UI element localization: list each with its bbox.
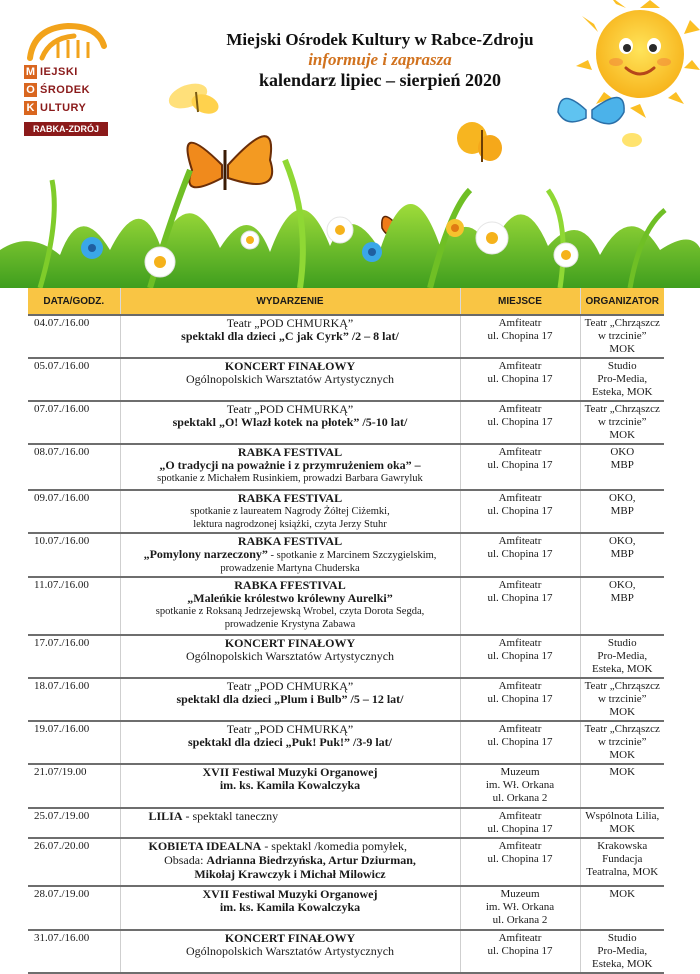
organizer-line: MBP: [610, 592, 634, 604]
organizer-line: Esteka, MOK: [592, 663, 653, 675]
organizer-line: MOK: [609, 823, 636, 835]
header-titles: [170, 30, 590, 91]
place-line: Amfiteatr: [498, 317, 542, 329]
event-line: im. ks. Kamila Kowalczyka: [219, 778, 361, 792]
flower-icon: [241, 231, 259, 249]
column-header-organizer: ORGANIZATOR: [580, 288, 664, 315]
event-description: [120, 838, 460, 886]
event-line-rest: - spotkanie z Marcinem Szczygielskim,: [267, 550, 437, 561]
table-row: [28, 358, 664, 401]
flower-icon: [476, 222, 508, 254]
organizer-line: Teatr „Chrząszcz: [584, 403, 660, 415]
event-organizer: [580, 678, 664, 721]
place-line: ul. Chopina 17: [487, 592, 553, 604]
event-line: RABKA FESTIVAL: [237, 534, 343, 548]
organizer-line: MOK: [609, 766, 636, 778]
event-line-rest: Obsada:: [164, 853, 207, 867]
place-line: ul. Orkana 2: [492, 792, 548, 804]
event-line: Mikołaj Krawczyk i Michał Milowicz: [194, 867, 386, 881]
butterfly-icon: [457, 122, 502, 162]
event-description: [120, 533, 460, 577]
organizer-line: Studio: [607, 360, 637, 372]
event-line-rest: - spektakl /komedia pomyłek,: [261, 839, 407, 853]
event-place: [460, 808, 580, 838]
flower-icon: [145, 247, 175, 277]
organizer-line: Teatralna, MOK: [586, 866, 659, 878]
place-line: ul. Chopina 17: [487, 373, 553, 385]
event-line: spotkanie z laureatem Nagrody Żółtej Ciżemki,: [190, 506, 390, 517]
organizer-line: OKO: [610, 446, 635, 458]
event-place: [460, 838, 580, 886]
event-line: RABKA FFESTIVAL: [234, 578, 346, 592]
event-organizer: [580, 886, 664, 930]
event-line: [123, 840, 458, 854]
event-date: 11.07./16.00: [28, 577, 120, 635]
organizer-line: MOK: [609, 888, 636, 900]
event-date: 08.07./16.00: [28, 444, 120, 490]
organizer-line: Studio: [607, 932, 637, 944]
table-row: [28, 721, 664, 764]
flower-icon: [81, 237, 103, 259]
event-line: spektakl dla dzieci „C jak Cyrk” /2 – 8 lat/: [181, 329, 399, 343]
event-line: prowadzenie Martyna Chuderska: [220, 563, 360, 574]
event-line: Ogólnopolskich Warsztatów Artystycznych: [185, 944, 395, 958]
event-line: RABKA FESTIVAL: [237, 445, 343, 459]
table-row: [28, 764, 664, 808]
event-description: [120, 678, 460, 721]
place-line: Amfiteatr: [498, 680, 542, 692]
event-line-rest: - spektakl taneczny: [182, 809, 279, 823]
place-line: Muzeum: [500, 766, 540, 778]
event-organizer: [580, 533, 664, 577]
event-date: 31.07./16.00: [28, 930, 120, 973]
event-date: 17.07./16.00: [28, 635, 120, 678]
event-place: [460, 721, 580, 764]
table-row: [28, 401, 664, 444]
event-description: [120, 930, 460, 973]
mok-logo: [24, 22, 108, 136]
column-header-place: MIEJSCE: [460, 288, 580, 315]
event-line: „O tradycji na poważnie i z przymrużeniem oka” –: [159, 458, 421, 472]
event-description: [120, 808, 460, 838]
place-line: im. Wł. Orkana: [485, 901, 555, 913]
event-line: KONCERT FINAŁOWY: [224, 636, 356, 650]
event-description: [120, 886, 460, 930]
flower-icon: [327, 217, 353, 243]
table-row: [28, 635, 664, 678]
place-line: Amfiteatr: [498, 723, 542, 735]
table-body: [28, 315, 664, 973]
event-description: [120, 315, 460, 358]
organizer-line: Fundacja: [602, 853, 643, 865]
place-line: Amfiteatr: [498, 932, 542, 944]
place-line: ul. Chopina 17: [487, 853, 553, 865]
flower-icon: [446, 219, 464, 237]
event-description: [120, 401, 460, 444]
flower-icon: [554, 243, 578, 267]
event-organizer: [580, 490, 664, 533]
event-line: Teatr „POD CHMURKĄ”: [226, 679, 354, 693]
organizer-line: Pro-Media,: [597, 650, 648, 662]
organizer-line: Esteka, MOK: [592, 386, 653, 398]
event-organizer: [580, 444, 664, 490]
organizer-line: Pro-Media,: [597, 373, 648, 385]
place-line: ul. Chopina 17: [487, 650, 553, 662]
place-line: Amfiteatr: [498, 840, 542, 852]
event-line: prowadzenie Krystyna Zabawa: [224, 619, 356, 630]
place-line: Amfiteatr: [498, 446, 542, 458]
place-line: ul. Chopina 17: [487, 823, 553, 835]
organizer-line: OKO,: [608, 492, 636, 504]
event-line: Teatr „POD CHMURKĄ”: [226, 316, 354, 330]
organizer-line: Teatr „Chrząszcz: [584, 723, 660, 735]
event-date: 26.07./20.00: [28, 838, 120, 886]
event-place: [460, 490, 580, 533]
place-line: Amfiteatr: [498, 403, 542, 415]
organizer-line: MOK: [609, 749, 636, 761]
place-line: Muzeum: [500, 888, 540, 900]
place-line: ul. Chopina 17: [487, 736, 553, 748]
event-line-bold: KOBIETA IDEALNA: [148, 839, 262, 853]
event-date: 21.07/19.00: [28, 764, 120, 808]
table-row: [28, 886, 664, 930]
page-subtitle: informuje i zaprasza: [308, 50, 452, 69]
butterfly-icon: [622, 133, 642, 147]
event-line-bold: „Pomylony narzeczony”: [143, 547, 268, 561]
place-line: im. Wł. Orkana: [485, 779, 555, 791]
event-date: 18.07./16.00: [28, 678, 120, 721]
organizer-line: MBP: [610, 548, 634, 560]
event-place: [460, 444, 580, 490]
table-row: [28, 678, 664, 721]
logo-line: O ŚRODEK: [24, 82, 108, 98]
event-place: [460, 764, 580, 808]
column-header-date: DATA/GODZ.: [28, 288, 120, 315]
event-date: 05.07./16.00: [28, 358, 120, 401]
organizer-line: Pro-Media,: [597, 945, 648, 957]
event-organizer: [580, 577, 664, 635]
table-row: [28, 533, 664, 577]
event-description: [120, 764, 460, 808]
place-line: Amfiteatr: [498, 492, 542, 504]
place-line: ul. Chopina 17: [487, 945, 553, 957]
place-line: Amfiteatr: [498, 579, 542, 591]
event-place: [460, 401, 580, 444]
place-line: Amfiteatr: [498, 535, 542, 547]
place-line: ul. Orkana 2: [492, 914, 548, 926]
event-description: [120, 635, 460, 678]
organizer-line: Teatr „Chrząszcz: [584, 680, 660, 692]
event-description: [120, 577, 460, 635]
organizer-line: Esteka, MOK: [592, 958, 653, 970]
place-line: ul. Chopina 17: [487, 548, 553, 560]
event-line: „Maleńkie królestwo królewny Aurelki”: [187, 591, 393, 605]
event-description: [120, 358, 460, 401]
organizer-line: w trzcinie”: [597, 736, 647, 748]
table-header-row: [28, 288, 664, 315]
organizer-line: MOK: [609, 706, 636, 718]
place-line: ul. Chopina 17: [487, 505, 553, 517]
event-date: 09.07./16.00: [28, 490, 120, 533]
event-line: Ogólnopolskich Warsztatów Artystycznych: [185, 372, 395, 386]
event-organizer: [580, 838, 664, 886]
event-line: RABKA FESTIVAL: [237, 491, 343, 505]
event-line: KONCERT FINAŁOWY: [224, 359, 356, 373]
table-row: [28, 444, 664, 490]
event-line: spotkanie z Roksaną Jedrzejewską Wrobel, czyta Dorota Segda,: [155, 606, 425, 617]
page-title: Miejski Ośrodek Kultury w Rabce-Zdroju: [226, 30, 534, 49]
event-line: Teatr „POD CHMURKĄ”: [226, 402, 354, 416]
event-line: spektakl dla dzieci „Puk! Puk!” /3-9 lat/: [187, 735, 393, 749]
event-place: [460, 577, 580, 635]
organizer-line: Studio: [607, 637, 637, 649]
event-place: [460, 533, 580, 577]
place-line: Amfiteatr: [498, 810, 542, 822]
place-line: ul. Chopina 17: [487, 693, 553, 705]
organizer-line: OKO,: [608, 579, 636, 591]
table-row: [28, 315, 664, 358]
event-date: 07.07./16.00: [28, 401, 120, 444]
table-row: [28, 930, 664, 973]
sun-icon: [576, 0, 700, 118]
place-line: Amfiteatr: [498, 360, 542, 372]
event-description: [120, 444, 460, 490]
event-place: [460, 315, 580, 358]
event-line: XVII Festiwal Muzyki Organowej: [202, 887, 378, 901]
event-organizer: [580, 635, 664, 678]
organizer-line: w trzcinie”: [597, 416, 647, 428]
event-organizer: [580, 930, 664, 973]
event-date: 04.07./16.00: [28, 315, 120, 358]
event-organizer: [580, 808, 664, 838]
events-table: [28, 288, 664, 974]
butterfly-icon: [558, 97, 624, 123]
logo-arc-icon: [24, 22, 108, 62]
column-header-event: WYDARZENIE: [120, 288, 460, 315]
organizer-line: w trzcinie”: [597, 330, 647, 342]
event-place: [460, 358, 580, 401]
event-date: 19.07./16.00: [28, 721, 120, 764]
organizer-line: Teatr „Chrząszcz: [584, 317, 660, 329]
organizer-line: MBP: [610, 505, 634, 517]
organizer-line: MOK: [609, 343, 636, 355]
event-line: [123, 548, 458, 562]
table-row: [28, 808, 664, 838]
place-line: Amfiteatr: [498, 637, 542, 649]
event-line-bold: LILIA: [148, 809, 183, 823]
event-place: [460, 886, 580, 930]
table-row: [28, 577, 664, 635]
event-place: [460, 678, 580, 721]
event-line: spotkanie z Michałem Rusinkiem, prowadzi Barbara Gawryluk: [157, 473, 423, 484]
event-line: [123, 854, 458, 868]
place-line: ul. Chopina 17: [487, 416, 553, 428]
organizer-line: Wspólnota Lilia,: [585, 810, 660, 822]
calendar-title: kalendarz lipiec – sierpień 2020: [259, 70, 501, 90]
logo-line: M IEJSKI: [25, 66, 78, 78]
organizer-line: MOK: [609, 429, 636, 441]
event-line-bold: Adrianna Biedrzyńska, Artur Dziurman,: [206, 853, 416, 867]
event-organizer: [580, 315, 664, 358]
event-line: im. ks. Kamila Kowalczyka: [219, 900, 361, 914]
event-line: XVII Festiwal Muzyki Organowej: [202, 765, 378, 779]
table-row: [28, 838, 664, 886]
event-line: Teatr „POD CHMURKĄ”: [226, 722, 354, 736]
event-line: spektakl dla dzieci „Plum i Bulb” /5 – 12 lat/: [176, 692, 404, 706]
organizer-line: OKO,: [608, 535, 636, 547]
event-organizer: [580, 764, 664, 808]
place-line: ul. Chopina 17: [487, 330, 553, 342]
organizer-line: w trzcinie”: [597, 693, 647, 705]
event-description: [120, 490, 460, 533]
logo-city: RABKA-ZDRÓJ: [24, 122, 108, 136]
event-place: [460, 635, 580, 678]
event-line: Ogólnopolskich Warsztatów Artystycznych: [185, 649, 395, 663]
organizer-line: Krakowska: [597, 840, 648, 852]
organizer-line: MBP: [610, 459, 634, 471]
logo-line: K ULTURY: [24, 100, 108, 116]
event-line: KONCERT FINAŁOWY: [224, 931, 356, 945]
event-place: [460, 930, 580, 973]
butterfly-icon: [187, 136, 272, 190]
event-organizer: [580, 358, 664, 401]
event-description: [120, 721, 460, 764]
flower-icon: [362, 242, 382, 262]
event-date: 28.07./19.00: [28, 886, 120, 930]
place-line: ul. Chopina 17: [487, 459, 553, 471]
table-row: [28, 490, 664, 533]
event-date: 25.07./19.00: [28, 808, 120, 838]
event-line: lektura nagrodzonej książki, czyta Jerzy Stuhr: [193, 519, 387, 530]
event-organizer: [580, 721, 664, 764]
event-organizer: [580, 401, 664, 444]
event-date: 10.07./16.00: [28, 533, 120, 577]
event-line: spektakl „O! Wlazł kotek na płotek” /5-10 lat/: [172, 415, 408, 429]
header-banner: [0, 0, 700, 288]
event-line: [123, 810, 458, 824]
